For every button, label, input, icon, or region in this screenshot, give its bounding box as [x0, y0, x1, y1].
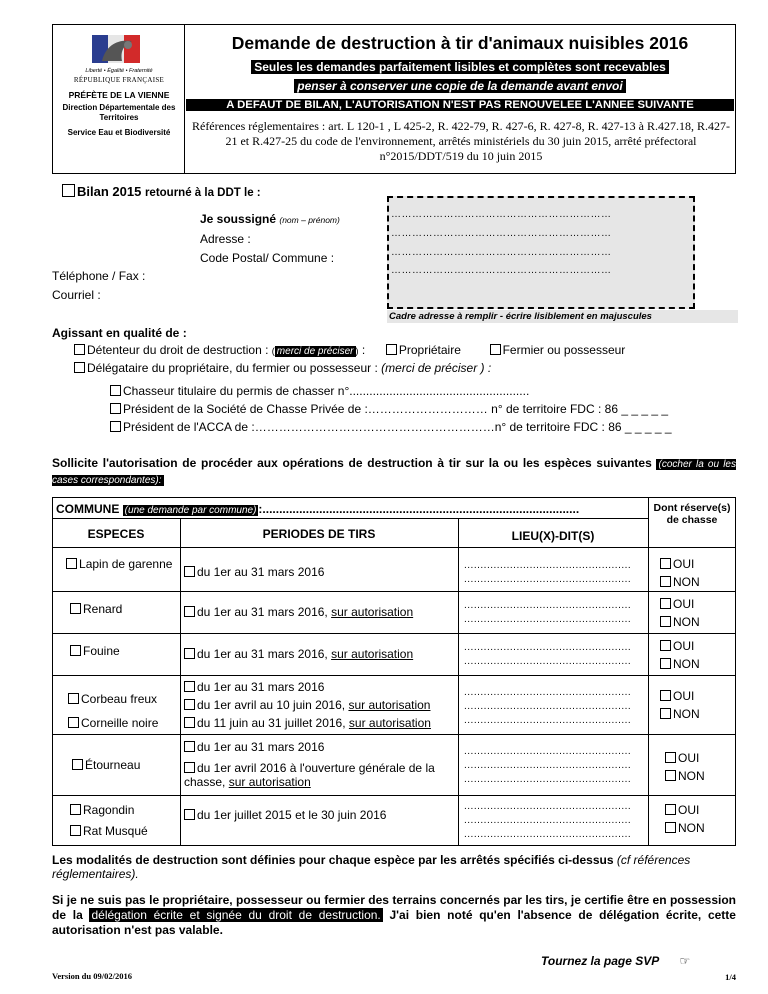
tournez-text: Tournez la page SVP: [541, 954, 659, 968]
fouine-checkbox[interactable]: [70, 645, 81, 656]
corbeau-oui-checkbox[interactable]: [660, 690, 671, 701]
address-caption: Cadre adresse à remplir - écrire lisiblement en majuscules: [387, 310, 738, 323]
modalites-hint: (cf références réglementaires).: [52, 853, 691, 881]
etourneau-p1-checkbox[interactable]: [184, 741, 195, 752]
etourneau-p1: du 1er au 31 mars 2016: [197, 740, 325, 754]
delegataire-label: Délégataire du propriétaire, du fermier ou possesseur :: [87, 361, 378, 375]
banner-bilan-text: A DEFAUT DE BILAN, L'AUTORISATION N'EST PAS RENOUVELEE L'ANNEE SUIVANTE: [186, 99, 734, 111]
corbeau-label: Corbeau freux: [81, 692, 158, 706]
president-societe-checkbox[interactable]: [110, 403, 121, 414]
renard-auth: sur autorisation: [331, 605, 414, 619]
merci-preciser-badge: merci de préciser: [276, 346, 354, 357]
lapin-label: Lapin de garenne: [79, 557, 173, 571]
corbeau-p1: du 1er au 31 mars 2016: [197, 680, 325, 694]
sollicite-paragraph: [52, 456, 736, 488]
ragondin-lieux[interactable]: [464, 800, 631, 842]
fouine-label: Fouine: [83, 644, 120, 658]
qualite-title: Agissant en qualité de :: [52, 326, 187, 340]
corbeau-p2-checkbox[interactable]: [184, 699, 195, 710]
fouine-period-text: du 1er au 31 mars 2016,: [197, 647, 332, 661]
ragondin-reserve: [665, 801, 705, 837]
etourneau-oui-checkbox[interactable]: [665, 752, 676, 763]
corneille-label: Corneille noire: [81, 716, 159, 730]
corbeau-periods: [184, 678, 431, 732]
periodes-header: PERIODES DE TIRS: [262, 527, 376, 541]
renard-label: Renard: [83, 602, 123, 616]
certif-text-2: J'ai bien noté qu'en l'absence de délégation écrite, cette autorisation n'est pas valable.: [52, 908, 736, 937]
banner-legible: [186, 60, 734, 74]
modalites-text: Les modalités de destruction sont définies pour chaque espèce par les arrêtés spécifiés ci-dessus: [52, 853, 614, 867]
etourneau-non-checkbox[interactable]: [665, 770, 676, 781]
soussigne-hint: (nom – prénom): [279, 215, 340, 225]
commune-label: COMMUNE: [56, 502, 120, 516]
ragondin-non-checkbox[interactable]: [665, 822, 676, 833]
fermier-checkbox[interactable]: [490, 344, 501, 355]
lapin-non-checkbox[interactable]: [660, 576, 671, 587]
qualite-line-2: [74, 361, 491, 375]
logo-republic: RÉPUBLIQUE FRANÇAISE: [73, 76, 165, 84]
prefecture-name: PRÉFÈTE DE LA VIENNE: [68, 90, 170, 100]
dots: ...................................................: [464, 815, 632, 826]
president-societe-line: [110, 402, 668, 416]
detenteur-label: Détenteur du droit de destruction :: [87, 343, 269, 357]
etourneau-p2: du 1er avril 2016 à l'ouverture générale de la chasse,: [184, 761, 435, 789]
dots: ...................................................: [464, 656, 632, 667]
renard-species: [70, 602, 122, 616]
version-text: Version du 09/02/2016: [52, 971, 132, 981]
dots: ...................................................: [464, 715, 632, 726]
row-divider-2: [52, 633, 736, 634]
corbeau-checkbox[interactable]: [68, 693, 79, 704]
certification-paragraph: [52, 893, 736, 938]
tournez-page: [541, 954, 690, 968]
cp-label: Code Postal/ Commune :: [200, 251, 335, 265]
especes-header: ESPECES: [87, 527, 145, 541]
fouine-lieux[interactable]: [464, 641, 631, 669]
corbeau-p3: du 11 juin au 31 juillet 2016,: [197, 716, 349, 730]
bilan-label: Bilan 2015: [77, 184, 142, 199]
oui-label: OUI: [673, 689, 695, 703]
dots: ...................................................: [464, 760, 632, 771]
renard-reserve: [660, 595, 700, 631]
row-divider-5: [52, 795, 736, 796]
col-divider-3: [648, 497, 649, 846]
dots: ...................................................: [464, 774, 632, 785]
commune-divider: [52, 518, 648, 519]
row-divider-1: [52, 591, 736, 592]
address-dots-1: ………………………………………………………: [391, 209, 612, 220]
detenteur-checkbox[interactable]: [74, 344, 85, 355]
marianne-logo: [84, 31, 154, 67]
etourneau-reserve: [665, 749, 705, 785]
corbeau-p3-checkbox[interactable]: [184, 717, 195, 728]
etourneau-label: Étourneau: [85, 758, 141, 772]
address-dots-3: ………………………………………………………: [391, 247, 612, 258]
fouine-reserve: [660, 637, 700, 673]
lapin-period-text: du 1er au 31 mars 2016: [197, 565, 325, 579]
president-societe-label: Président de la Société de Chasse Privée de :………………………… n° de territoire FDC : 86 _ _ _ _ _: [123, 402, 669, 416]
address-dots-2: ………………………………………………………: [391, 228, 612, 239]
col-divider-1: [180, 518, 181, 846]
ragondin-period: [184, 808, 386, 822]
dots: ...................................................: [464, 574, 632, 585]
rat-musque-label: Rat Musqué: [83, 824, 148, 838]
non-label: NON: [673, 657, 700, 671]
page-number: 1/4: [725, 972, 736, 982]
sollicite-hint: (cocher la ou les cases correspondantes):: [52, 459, 736, 486]
lapin-species: [56, 557, 176, 571]
oui-label: OUI: [673, 557, 695, 571]
direction-name: Direction Départementale des Territoires: [62, 103, 176, 122]
certif-highlight: délégation écrite et signée du droit de destruction.: [91, 908, 381, 922]
commune-row: [56, 502, 579, 516]
fouine-period: [184, 647, 413, 661]
chasseur-label: Chasseur titulaire du permis de chasser n°......................................................: [123, 384, 530, 398]
page-title: Demande de destruction à tir d'animaux nuisibles 2016: [231, 33, 689, 53]
renard-oui-checkbox[interactable]: [660, 598, 671, 609]
lapin-oui-checkbox[interactable]: [660, 558, 671, 569]
pointing-hand-icon: ☞: [679, 954, 691, 968]
col-divider-2: [458, 518, 459, 846]
president-acca-checkbox[interactable]: [110, 421, 121, 432]
lapin-period: [184, 565, 324, 579]
ragondin-period-checkbox[interactable]: [184, 809, 195, 820]
rat-musque-checkbox[interactable]: [70, 825, 81, 836]
renard-checkbox[interactable]: [70, 603, 81, 614]
lapin-reserve: [660, 555, 700, 591]
proprietaire-checkbox[interactable]: [386, 344, 397, 355]
president-acca-label: Président de l'ACCA de :……………………………………………………n° de territoire FDC : 86 _ _ _ _ _: [123, 420, 672, 434]
corbeau-auth-1: sur autorisation: [348, 698, 431, 712]
renard-lieux[interactable]: [464, 599, 631, 627]
oui-label: OUI: [673, 597, 695, 611]
dots: ...................................................: [464, 746, 632, 757]
address-frame[interactable]: [387, 196, 695, 309]
delegataire-hint: (merci de préciser ) :: [381, 361, 492, 375]
oui-label: OUI: [673, 639, 695, 653]
reserve-header: Dont réserve(s) de chasse: [653, 502, 731, 526]
corbeau-p2: du 1er avril au 10 juin 2016,: [197, 698, 349, 712]
ragondin-species: [70, 800, 148, 842]
lapin-lieux[interactable]: [464, 559, 631, 587]
logo-motto: Liberté • Égalité • Fraternité: [85, 68, 153, 74]
renard-non-checkbox[interactable]: [660, 616, 671, 627]
fouine-oui-checkbox[interactable]: [660, 640, 671, 651]
sollicite-text: Sollicite l'autorisation de procéder aux opérations de destruction à tir sur la ou les espèces suivantes: [52, 456, 652, 470]
dots: ...................................................: [464, 829, 632, 840]
qualite-line-1: Détenteur du droit de destruction : ( merci de préciser ) : Propriétaire Fermier ou possesseur: [74, 343, 625, 357]
delegataire-checkbox[interactable]: [74, 362, 85, 373]
courriel-label: Courriel :: [52, 288, 101, 302]
banner-copy: [186, 79, 734, 93]
fouine-period-checkbox[interactable]: [184, 648, 195, 659]
dots: ...................................................: [464, 614, 632, 625]
references-text: Références réglementaires : art. L 120-1 , L 425-2, R. 422-79, R. 427-6, R. 427-8, R. 427-13 à R.427.18, R.427-21 et R.427-25 du code de l'environnement, arrêtés ministériels du 30 juin 2015, arrêté préfectoral n°2015/DDT/519 du 10 juin 2015: [191, 119, 730, 163]
chasseur-line: [110, 384, 529, 398]
lieux-header: LIEU(X)-DIT(S): [511, 529, 595, 543]
etourneau-p2-checkbox[interactable]: [184, 762, 195, 773]
renard-period-checkbox[interactable]: [184, 606, 195, 617]
fermier-label: Fermier ou possesseur: [502, 343, 626, 357]
president-acca-line: [110, 420, 672, 434]
header-divider: [184, 24, 185, 174]
corbeau-p1-checkbox[interactable]: [184, 681, 195, 692]
commune-hint: (une demande par commune): [124, 505, 257, 516]
corbeau-species: [68, 687, 158, 735]
etourneau-periods: [184, 740, 456, 789]
non-label: NON: [673, 575, 700, 589]
dots: ...................................................: [464, 600, 632, 611]
address-dots-4: ………………………………………………………: [391, 265, 612, 276]
oui-label: OUI: [678, 803, 700, 817]
dots: ...................................................: [464, 701, 632, 712]
ragondin-period-text: du 1er juillet 2015 et le 30 juin 2016: [197, 808, 387, 822]
row-divider-3: [52, 675, 736, 676]
etourneau-species: [72, 758, 140, 772]
etourneau-checkbox[interactable]: [72, 759, 83, 770]
soussigne-label: [200, 212, 340, 226]
dots: ...................................................: [464, 560, 632, 571]
non-label: NON: [678, 821, 705, 835]
adresse-label: Adresse :: [200, 232, 251, 246]
corbeau-reserve: [660, 687, 700, 723]
bilan-checkbox[interactable]: [62, 184, 75, 197]
lapin-period-checkbox[interactable]: [184, 566, 195, 577]
fouine-species: [70, 644, 120, 658]
non-label: NON: [673, 615, 700, 629]
banner-legible-text: Seules les demandes parfaitement lisibles et complètes sont recevables: [251, 60, 669, 74]
non-label: NON: [673, 707, 700, 721]
etourneau-lieux[interactable]: [464, 745, 631, 787]
etourneau-auth: sur autorisation: [228, 775, 311, 789]
proprietaire-label: Propriétaire: [398, 343, 461, 357]
modalites-paragraph: [52, 853, 736, 881]
ragondin-label: Ragondin: [83, 803, 135, 817]
banner-bilan: [186, 99, 734, 111]
corneille-checkbox[interactable]: [68, 717, 79, 728]
non-label: NON: [678, 769, 705, 783]
ragondin-oui-checkbox[interactable]: [665, 804, 676, 815]
renard-period-text: du 1er au 31 mars 2016,: [197, 605, 332, 619]
lapin-checkbox[interactable]: [66, 558, 77, 569]
bilan-suffix: retourné à la DDT le :: [144, 187, 261, 199]
oui-label: OUI: [678, 751, 700, 765]
dots: ...................................................: [464, 687, 632, 698]
corbeau-non-checkbox[interactable]: [660, 708, 671, 719]
commune-dots[interactable]: :...............................................................................................: [258, 502, 580, 516]
dots: ...................................................: [464, 642, 632, 653]
banner-copy-text: penser à conserver une copie de la demande avant envoi: [294, 79, 625, 93]
corbeau-auth-2: sur autorisation: [348, 716, 431, 730]
bilan-line: [62, 184, 261, 199]
service-name: Service Eau et Biodiversité: [67, 128, 171, 137]
ragondin-checkbox[interactable]: [70, 804, 81, 815]
corbeau-lieux[interactable]: [464, 686, 631, 728]
soussigne-text: Je soussigné: [200, 212, 277, 226]
species-table: [52, 497, 736, 846]
dots: ...................................................: [464, 801, 632, 812]
certif-text-1: Si je ne suis pas le propriétaire, possesseur ou fermier des terrains concernés par les tirs, je certifie être en possession de la: [52, 893, 736, 922]
tel-label: Téléphone / Fax :: [52, 269, 146, 283]
fouine-auth: sur autorisation: [331, 647, 414, 661]
fouine-non-checkbox[interactable]: [660, 658, 671, 669]
renard-period: [184, 605, 413, 619]
chasseur-checkbox[interactable]: [110, 385, 121, 396]
header-divider-line: [52, 547, 736, 548]
